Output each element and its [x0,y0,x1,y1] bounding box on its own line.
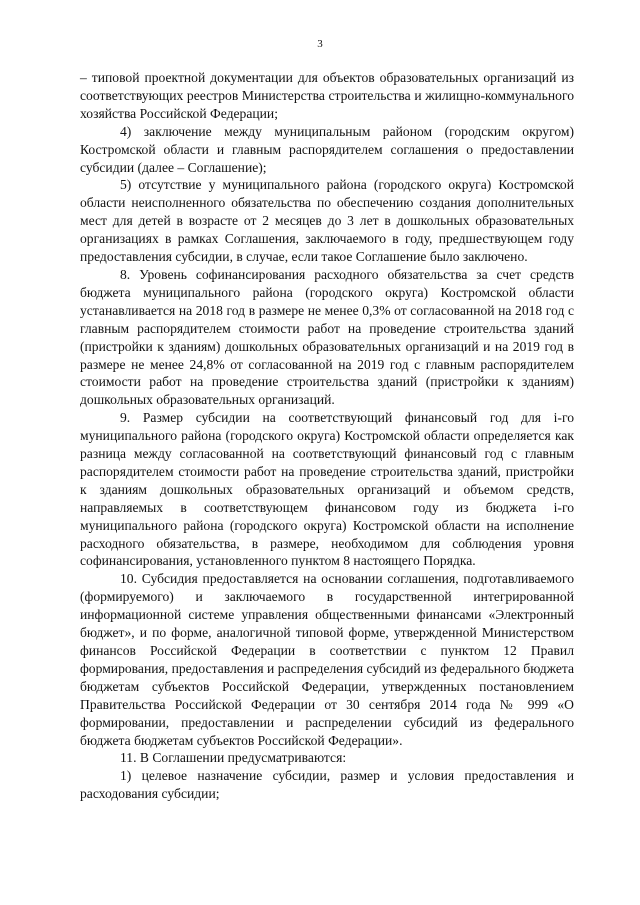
paragraph-section-8: 8. Уровень софинансирования расходного обязательства за счет средств бюджета муниципального района (городского округа) Костромской области устанавливается на 2018 год в размере не менее 0,3% от согласованной на 2018 год с главным распорядителем стоимости работ на проведение строительства зданий (пристройки к зданиям) дошкольных образовательных организаций и на 2019 год в размере не менее 24,8% от согласованной на 2019 год с главным распорядителем стоимости работ на проведение строительства зданий (пристройки к зданиям) дошкольных образовательных организаций. [80,266,574,408]
paragraph-item-5: 5) отсутствие у муниципального района (городского округа) Костромской области неисполненного обязательства по обеспечению создания дополнительных мест для детей в возрасте от 2 месяцев до 3 лет в дошкольных образовательных организациях в рамках Соглашения, заключаемого в году, предшествующем году предоставления субсидии, в случае, если такое Соглашение было заключено. [80,177,574,265]
paragraph-section-11: 11. В Соглашении предусматриваются: [120,750,347,766]
paragraph-section-9: 9. Размер субсидии на соответствующий финансовый год для i-го муниципального района (городского округа) Костромской области определяется как разница между согласованной на соответствующий финансовый год с главным распорядителем стоимости работ на проведение строительства зданий, пристройки к зданиям дошкольных образовательных организаций и объемом средств, направляемых в соответствующем финансовом году из бюджета i-го муниципального района (городского округа) Костромской области на исполнение расходного обязательства, в размере, необходимом для соблюдения уровня софинансирования, установленного пунктом 8 настоящего Порядка. [80,410,574,569]
page-number: 3 [317,38,323,50]
paragraph-dash-item: – типовой проектной документации для объектов образовательных организаций из соответствующих реестров Министерства строительства и жилищно-коммунального хозяйства Российской Федерации; [80,70,574,121]
paragraph-item-1: 1) целевое назначение субсидии, размер и условия предоставления и расходования субсидии; [80,768,574,802]
paragraph-section-10: 10. Субсидия предоставляется на основании соглашения, подготавливаемого (формируемого) и заключаемого в государственной интегрированной информационной системе управления общественными финансами «Электронный бюджет», и по форме, аналогичной типовой форме, утвержденной Министерством финансов Российской Федерации в соответствии с пунктом 12 Правил формирования, предоставления и распределения субсидий из федерального бюджета бюджетам субъектов Российской Федерации, утвержденных постановлением Правительства Российской Федерации от 30 сентября 2014 года № 999 «О формировании, предоставлении и распределении субсидий из федерального бюджета бюджетам субъектов Российской Федерации». [80,571,574,748]
paragraph-item-4: 4) заключение между муниципальным районом (городским округом) Костромской области и главным распорядителем соглашения о предоставлении субсидии (далее – Соглашение); [80,123,574,175]
document-body [80,69,574,803]
